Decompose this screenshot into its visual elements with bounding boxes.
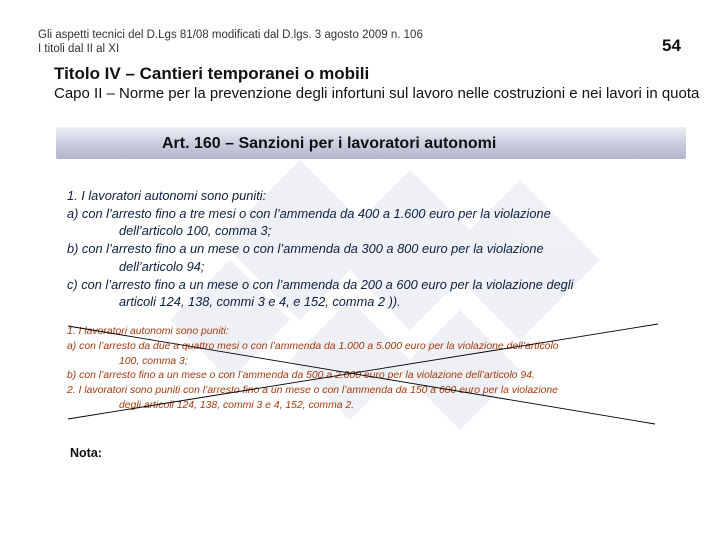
paragraph-line: articoli 124, 138, commi 3 e 4, e 152, comma 2 )).	[119, 294, 401, 310]
header-subtitle: I titoli dal II al XI	[38, 43, 120, 55]
paragraph-line: a) con l’arresto fino a tre mesi o con l’ammenda da 400 a 1.600 euro per la violazione	[67, 205, 551, 221]
article-title: Art. 160 – Sanzioni per i lavoratori autonomi	[162, 135, 497, 152]
page-number: 54	[662, 36, 681, 55]
chapter-heading: Capo II – Norme per la prevenzione degli infortuni sul lavoro nelle costruzioni e nei lavori in quota	[54, 85, 700, 102]
note-label: Nota:	[70, 446, 102, 460]
paragraph-line: 2. I lavoratori sono puniti con l’arresto fino a un mese o con l’ammenda da 150 a 600 euro per la violazione	[67, 385, 558, 397]
header-title: Gli aspetti tecnici del D.Lgs 81/08 modificati dal D.lgs. 3 agosto 2009 n. 106	[38, 29, 423, 41]
paragraph-line: dell’articolo 94;	[119, 258, 205, 274]
paragraph-line: 100, comma 3;	[119, 355, 188, 367]
section-title: Titolo IV – Cantieri temporanei o mobili	[54, 64, 370, 83]
paragraph-line: degli articoli 124, 138, commi 3 e 4, 152, comma 2.	[119, 399, 355, 411]
paragraph-line: b) con l’arresto fino a un mese o con l’ammenda da 300 a 800 euro per la violazione	[67, 241, 544, 257]
paragraph-line: a) con l’arresto da due a quattro mesi o con l’ammenda da 1.000 a 5.000 euro per la violazione dell’articolo	[67, 340, 559, 352]
paragraph-line: 1. I lavoratori autonomi sono puniti:	[67, 188, 267, 203]
paragraph-line: dell’articolo 100, comma 3;	[119, 223, 272, 239]
paragraph-line: 1. I lavoratori autonomi sono puniti:	[67, 326, 229, 337]
paragraph-line: c) con l’arresto fino a un mese o con l’ammenda da 200 a 600 euro per la violazione degli	[67, 276, 574, 292]
paragraph-line: b) con l’arresto fino a un mese o con l’ammenda da 500 a 2.000 euro per la violazione dell’articolo 94.	[67, 370, 535, 382]
